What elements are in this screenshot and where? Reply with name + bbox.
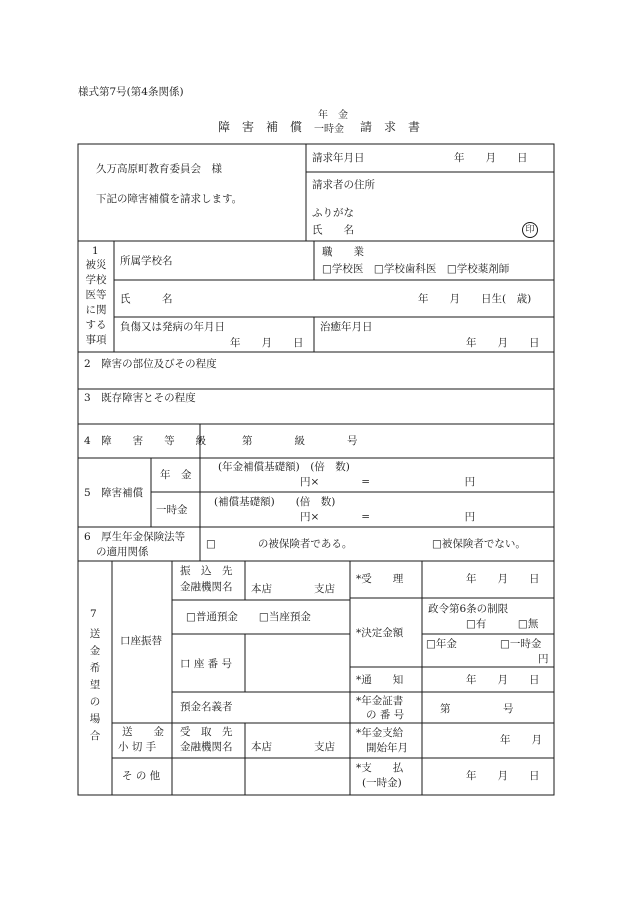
section1-label [80,258,112,348]
check-branch[interactable]: 本店 支店 [251,741,335,753]
receipt-label: *受 理 [356,573,404,585]
section6-label-1: 6 厚生年金保険法等 [84,531,186,543]
section7-label-char: の [89,696,101,708]
address-label: 請求者の住所 [312,179,375,191]
section7-label-char: 望 [89,679,101,691]
job-options[interactable]: □学校医 □学校歯科医 □学校薬剤師 [322,263,510,275]
section3-label: 3 既存障害とその程度 [84,392,196,404]
request-date-label: 請求年月日 [312,152,365,164]
section2-label: 2 障害の部位及びその程度 [84,358,217,370]
cert-label-2: の 番 号 [366,709,405,721]
pension-calc[interactable]: 円× = 円 [300,476,476,488]
pension-label: 年 金 [160,469,192,481]
lump-calc[interactable]: 円× = 円 [300,511,476,523]
bank-label-2: 金融機関名 [180,581,233,593]
title-lump-sum: 一時金 [314,124,344,135]
limit-label: 政令第6条の制限 [428,603,509,615]
section7-label-char: 場 [89,713,101,725]
lump-label: 一時金 [156,504,188,516]
form-number: 様式第7号(第4条関係) [78,86,184,98]
payment-start-units[interactable]: 年 月 [500,734,542,746]
injury-units[interactable]: 年 月 日 [230,337,304,349]
section1-label-line: 医等 [85,289,107,301]
section4-label: 4 障 害 等 級 [84,435,207,447]
section6-label-2: の適用関係 [96,546,149,558]
job-label: 職 業 [322,246,364,258]
cert-units[interactable]: 第 号 [440,703,514,715]
check-bank-2: 金融機関名 [180,741,233,753]
section1-label-line: 被災 [85,259,107,271]
transfer-label: 口座振替 [120,635,162,647]
payout-2: (一時金) [362,777,402,789]
payment-start-2: 開始年月 [366,742,408,754]
cert-label-1: *年金証書 [356,695,404,707]
insured-option[interactable]: □ の被保険者である。 [206,538,353,550]
check-label-1: 送 金 [122,726,164,738]
section7-number: 7 [90,608,97,620]
bank-label-1: 振 込 先 [180,565,233,577]
section1-label-line: する [85,319,107,331]
notice-label: *通 知 [356,674,404,686]
notice-units[interactable]: 年 月 日 [466,674,540,686]
section7-label-char: 合 [89,730,101,742]
pension-formula: (年金補償基礎額) (倍 数) [218,461,350,473]
birth-units[interactable]: 年 月 日生( 歳) [418,293,532,305]
grade-text[interactable]: 第 級 号 [242,435,358,447]
school-label: 所属学校名 [120,255,173,267]
request-text: 下記の障害補償を請求します。 [96,193,243,205]
section7-label-char: 金 [89,645,101,657]
decision-yen: 円 [538,653,549,665]
lump-option[interactable]: □一時金 [500,638,542,650]
payout-units[interactable]: 年 月 日 [466,770,540,782]
section7-label-char: 送 [89,628,101,640]
title-main: 障 害 補 償 [218,120,303,134]
section7-label-char: 希 [89,662,101,674]
check-label-2: 小 切 手 [118,741,157,753]
section1-label-line: 事項 [85,334,107,346]
section1-label-line: に関 [85,304,107,316]
furigana-label: ふりがな [312,207,354,219]
victim-name-label: 氏 名 [120,293,173,305]
receipt-units[interactable]: 年 月 日 [466,573,540,585]
lump-formula: (補償基礎額) (倍 数) [214,496,336,508]
other-label: そ の 他 [122,770,161,782]
addressee: 久万高原町教育委員会 様 [96,163,222,175]
section1-label-line: 学校 [85,274,107,286]
section1-number: 1 [92,245,99,257]
cure-units[interactable]: 年 月 日 [466,337,540,349]
seal-mark: 印 [522,222,538,238]
payout-1: *支 払 [356,762,404,774]
title-request: 請 求 書 [360,120,421,134]
name-label: 氏 名 [312,224,354,236]
account-label: 口 座 番 号 [180,658,233,670]
pension-option[interactable]: □年金 [426,638,457,650]
deposit-types[interactable]: □普通預金 □当座預金 [186,611,311,623]
injury-label: 負傷又は発病の年月日 [120,321,225,333]
payment-start-1: *年金支給 [356,727,404,739]
section5-label: 5 障害補償 [84,487,144,499]
decision-label: *決定金額 [356,627,404,639]
title-pension: 年 金 [318,110,348,121]
check-bank-1: 受 取 先 [180,726,233,738]
section7-label [80,626,110,745]
not-insured-option[interactable]: □被保険者でない。 [432,538,526,550]
cure-label: 治癒年月日 [320,321,373,333]
request-date-units[interactable]: 年 月 日 [454,152,528,164]
limit-options[interactable]: □有 □無 [466,618,539,630]
branch-text[interactable]: 本店 支店 [251,583,335,595]
account-name-label: 預金名義者 [180,701,233,713]
